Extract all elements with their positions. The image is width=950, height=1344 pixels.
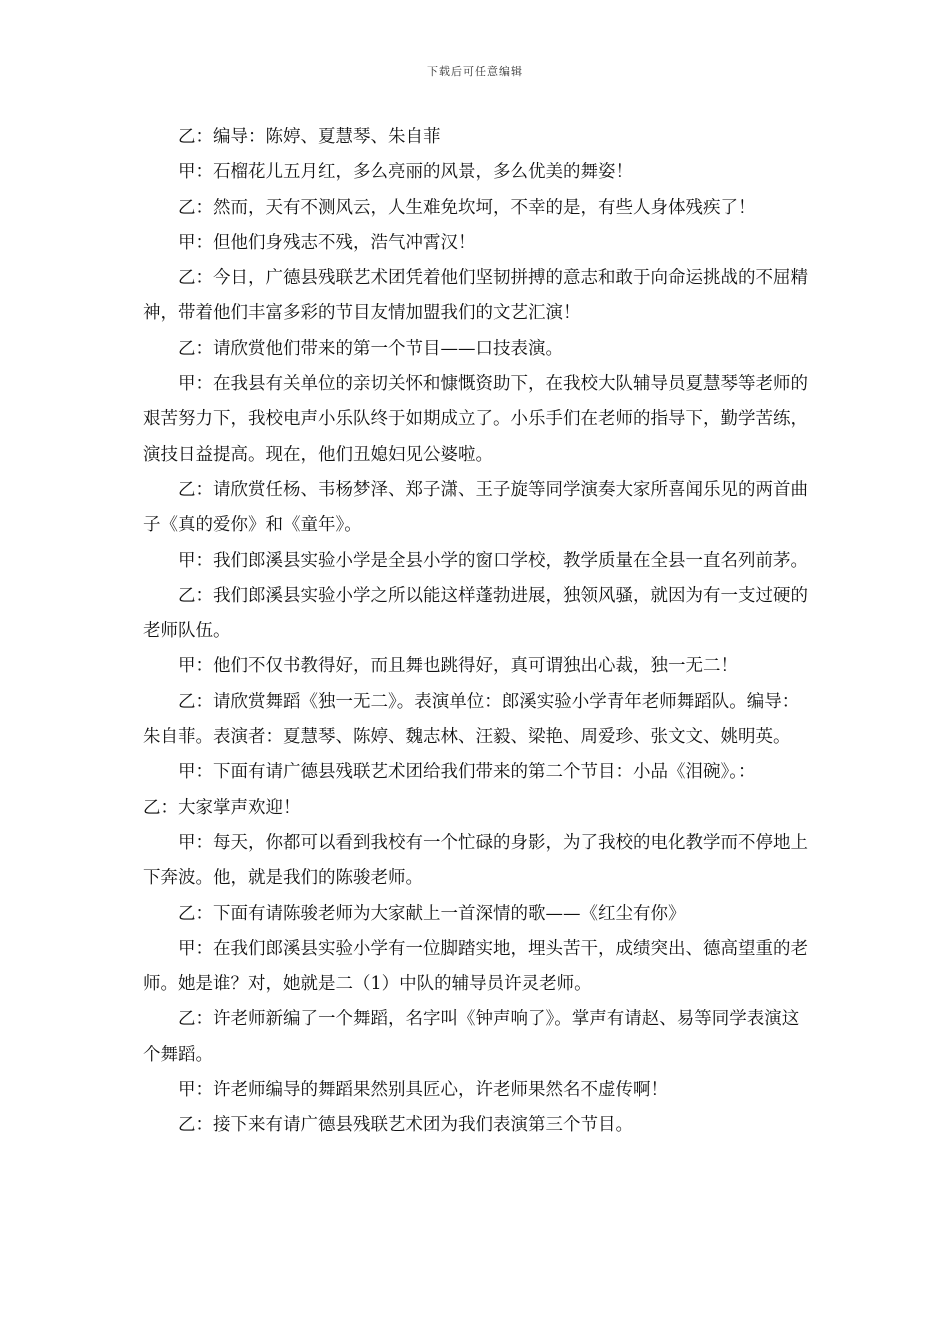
paragraph: 甲：每天，你都可以看到我校有一个忙碌的身影，为了我校的电化教学而不停地上下奔波。他，就是我们的陈骏老师。: [143, 832, 808, 889]
paragraph: 乙：然而，天有不测风云，人生难免坎坷，不幸的是，有些人身体残疾了！: [178, 197, 756, 218]
paragraph: 乙：许老师新编了一个舞蹈，名字叫《钟声响了》。掌声有请赵、易等同学表演这个舞蹈。: [143, 1009, 800, 1065]
paragraph: 甲：下面有请广德县残联艺术团给我们带来的第二个节目：小品《泪碗》。：: [178, 762, 756, 783]
paragraph: 乙：请欣赏任杨、韦杨梦泽、郑子潇、王子旋等同学演奏大家所喜闻乐见的两首曲子《真的爱你》和《童年》。: [143, 479, 808, 536]
paragraph: 乙：今日，广德县残联艺术团凭着他们坚韧拼搏的意志和敢于向命运挑战的不屈精神，带着他们丰富多彩的节目友情加盟我们的文艺汇演！: [143, 268, 808, 324]
paragraph: 乙：请欣赏他们带来的第一个节目——口技表演。: [178, 338, 563, 359]
page-header: 下载后可任意编辑: [427, 65, 523, 78]
paragraph: 甲：在我们郎溪县实验小学有一位脚踏实地，埋头苦干，成绩突出、德高望重的老师。她是谁？对，她就是二（1）中队的辅导员许灵老师。: [143, 938, 808, 995]
paragraph: 甲：在我县有关单位的亲切关怀和慷慨资助下，在我校大队辅导员夏慧琴等老师的艰苦努力下，我校电声小乐队终于如期成立了。小乐手们在老师的指导下，勤学苦练，演技日益提高。现在，他们丑媳妇见公婆啦。: [143, 374, 808, 465]
paragraph: 甲：我们郎溪县实验小学是全县小学的窗口学校，教学质量在全县一直名列前茅。: [178, 550, 808, 571]
paragraph: 乙：编导：陈婷、夏慧琴、朱自菲: [178, 127, 441, 147]
paragraph: 乙：我们郎溪县实验小学之所以能这样蓬勃进展，独领风骚，就因为有一支过硬的老师队伍。: [143, 585, 808, 642]
paragraph: 甲：但他们身残志不残，浩气冲霄汉！: [178, 232, 476, 253]
paragraph: 乙：大家掌声欢迎！: [143, 797, 301, 818]
paragraph: 甲：许老师编导的舞蹈果然别具匠心，许老师果然名不虚传啊！: [178, 1080, 668, 1101]
paragraph: 乙：接下来有请广德县残联艺术团为我们表演第三个节目。: [178, 1115, 633, 1136]
paragraph: 乙：请欣赏舞蹈《独一无二》。表演单位：郎溪实验小学青年老师舞蹈队。编导：朱自菲。表演者：夏慧琴、陈婷、魏志林、汪毅、梁艳、周爱珍、张文文、姚明英。: [143, 691, 800, 748]
paragraph: 甲：他们不仅书教得好，而且舞也跳得好，真可谓独出心裁，独一无二！: [178, 656, 738, 677]
paragraph: 乙：下面有请陈骏老师为大家献上一首深情的歌——《红尘有你》: [178, 903, 686, 924]
document-body: [143, 120, 813, 1144]
paragraph: 甲：石榴花儿五月红，多么亮丽的风景，多么优美的舞姿！: [178, 162, 633, 183]
